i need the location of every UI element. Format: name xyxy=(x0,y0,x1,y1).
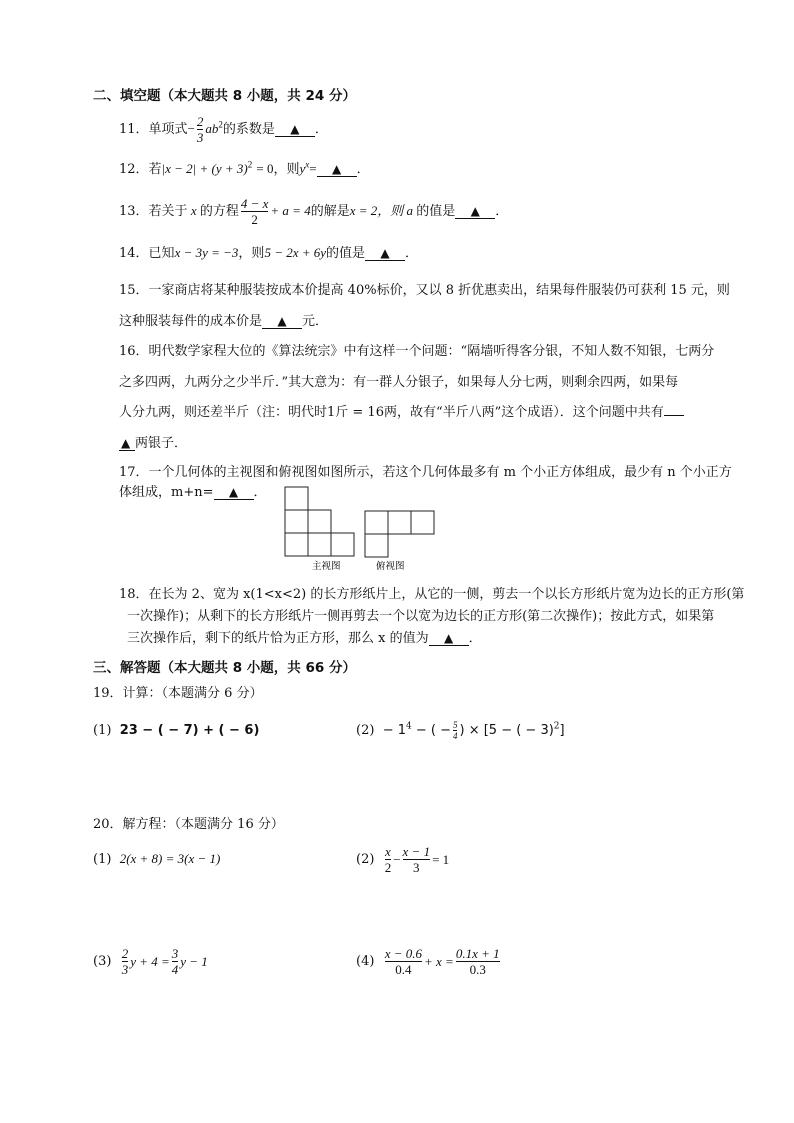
q11-end: ． xyxy=(314,122,328,137)
q20-p3-label: (3) xyxy=(93,954,112,969)
front-view-cell xyxy=(308,510,331,533)
q11-fraction xyxy=(197,114,204,145)
q16-answer-blank[interactable] xyxy=(119,437,135,451)
top-view-caption: 俯视图 xyxy=(376,561,405,572)
q14-text-2: ，则 xyxy=(238,246,265,261)
q20-p2-fraction-1 xyxy=(385,844,392,875)
front-view-figure xyxy=(284,486,356,572)
q19-p2-fraction xyxy=(453,720,458,741)
q19-p2-label: (2) xyxy=(356,723,375,738)
q20-p3-fraction-2 xyxy=(172,946,179,977)
q12-text: 若 xyxy=(148,162,162,177)
q20-p1-expression: 2(x + 8) = 3(x − 1) xyxy=(119,851,221,866)
q15-number: 15． xyxy=(119,283,149,298)
q13-number: 13． xyxy=(119,204,149,219)
q12-end: ． xyxy=(356,162,370,177)
q13-text-6: 的值是 xyxy=(416,204,456,219)
front-view-cell xyxy=(285,533,308,556)
q20-p4-label: (4) xyxy=(356,954,375,969)
q14-blank-mark: ▲ xyxy=(380,246,390,260)
q18-line-3: 三次操作后，剩下的纸片恰为正方形，那么 x 的值为 xyxy=(127,631,429,646)
front-view-cell xyxy=(285,487,308,510)
q17-line-2: 体组成，m+n= xyxy=(119,485,214,500)
q11-text: 单项式 xyxy=(148,122,188,137)
top-view-cell xyxy=(388,511,411,534)
q13-blank-mark: ▲ xyxy=(470,204,480,218)
q16-line-1: 明代数学家程大位的《算法统宗》中有这样一个问题：“隔墙听得客分银，不知人数不知银，七两分 xyxy=(148,344,715,359)
q16-number: 16． xyxy=(119,344,149,359)
q14-expression-2: 5 − 2x + 6y xyxy=(264,245,327,260)
q19-p2-term-d: ] xyxy=(559,723,565,738)
q20-p2-den-2: 3 xyxy=(403,859,431,875)
q17-line-1: 一个几何体的主视图和俯视图如图所示，若这个几何体最多有 m 个小正方体组成，最少有 n 个小正方 xyxy=(148,465,732,480)
q16-line-2: 之多四两，九两分之少半斤．”其大意为：有一群人分银子，如果每人分七两，则剩余四两，如果每 xyxy=(119,375,679,390)
q13-fraction xyxy=(241,196,269,227)
q20-p4-fraction-1 xyxy=(385,946,422,977)
q16-blank-mark: ▲ xyxy=(121,436,131,450)
q19-p2-fraction-den: 4 xyxy=(452,731,458,741)
front-view-cell xyxy=(285,510,308,533)
q11-number: 11． xyxy=(119,122,149,137)
q13-answer-blank[interactable] xyxy=(455,205,495,219)
q11-answer-blank[interactable] xyxy=(275,123,315,137)
q12-equation: = 0，则 xyxy=(256,161,300,176)
top-view-cell xyxy=(411,511,434,534)
q18-line-1: 在长为 2、宽为 x(1<x<2) 的长方形纸片上，从它的一侧，剪去一个以长方形纸片宽为边长的正方形(第 xyxy=(148,587,745,602)
question-17 xyxy=(119,466,732,479)
q20-p3-den-2: 4 xyxy=(171,962,179,977)
q13-text-4: 的解是 xyxy=(310,204,350,219)
q16-line-3: 人分九两，则还差半斤（注：明代时1斤 = 16两，故有“半斤八两”这个成语）．这个问题中共有 xyxy=(119,405,664,420)
q20-p4-num-1: x − 0.6 xyxy=(384,946,422,961)
q20-p3-rhs: y − 1 xyxy=(180,954,208,969)
question-18 xyxy=(119,588,744,601)
q20-p2-label: (2) xyxy=(356,852,375,867)
q19-title: 19．计算：（本题满分 6 分） xyxy=(93,686,263,701)
q20-p2-rhs: = 1 xyxy=(432,852,450,867)
q11-blank-mark: ▲ xyxy=(290,122,300,136)
q20-part-4 xyxy=(356,946,502,977)
top-view-cell xyxy=(365,534,388,557)
q13-fraction-den: 2 xyxy=(241,211,269,227)
q20-p4-den-1: 0.4 xyxy=(385,961,422,977)
q18-end: ． xyxy=(468,631,482,646)
question-16 xyxy=(119,345,714,358)
q20-part-1 xyxy=(93,852,220,866)
q12-number: 12． xyxy=(119,162,149,177)
q15-unit: 元． xyxy=(302,314,329,329)
q18-line-3-wrap xyxy=(127,632,482,646)
q12-expression: $|x - 2| + (y + 3)^2$ xyxy=(161,159,253,176)
front-view-caption: 主视图 xyxy=(312,561,341,572)
q15-line-2-text: 这种服装每件的成本价是 xyxy=(119,314,263,329)
q19-p2-term-c: ) × [5 − ( − 3) xyxy=(459,723,554,738)
q19-p2-term-b: − ( − xyxy=(415,723,451,738)
top-view-figure xyxy=(364,510,436,572)
section-2-heading: 二、填空题（本大题共 8 小题，共 24 分） xyxy=(93,88,356,104)
q20-p2-num-2: x − 1 xyxy=(402,844,431,859)
q19-part-2: $(2) - 1^4$ − ( − $\frac{5}{4}$ ) × [5 − ( − 3)$^2$] xyxy=(356,720,565,741)
q20-p4-fraction-2 xyxy=(456,946,500,977)
q16-answer-blank-start[interactable] xyxy=(664,415,684,416)
q14-answer-blank[interactable] xyxy=(365,247,405,261)
q18-line-2: 一次操作)；从剩下的长方形纸片一侧再剪去一个以宽为边长的正方形(第二次操作)；按此方式，如果第 xyxy=(127,609,715,624)
q20-p2-num-1: x xyxy=(385,844,391,859)
q11-fraction-den: 3 xyxy=(196,130,204,145)
q18-number: 18． xyxy=(119,587,149,602)
q18-blank-mark: ▲ xyxy=(443,631,454,645)
question-15-line-2 xyxy=(119,315,328,329)
q20-title: 20．解方程：（本题满分 16 分） xyxy=(93,817,284,832)
q20-p3-num-2: 3 xyxy=(171,946,179,961)
q19-p2-fraction-num: 5 xyxy=(452,720,458,730)
q14-end: ． xyxy=(405,246,419,261)
question-11: 11．单项式− $\frac{2}{3}$ $ab^2$的系数是 ▲ ． xyxy=(119,114,328,145)
q14-text: 已知 xyxy=(148,246,175,261)
q17-number: 17． xyxy=(119,465,149,480)
q15-blank-mark: ▲ xyxy=(277,314,287,328)
q13-text-2: 的方程 xyxy=(199,204,239,219)
q17-answer-blank[interactable] xyxy=(214,486,254,500)
q13-lhs: + a = 4 xyxy=(270,203,311,218)
q19-p2-term-a: − 1 xyxy=(382,723,406,738)
q20-p3-den-1: 3 xyxy=(121,962,129,977)
q20-p2-operator: − xyxy=(393,852,401,867)
top-view-cell xyxy=(365,511,388,534)
q19-p1-expression: 23 − ( − 7) + ( − 6) xyxy=(119,723,260,738)
question-15 xyxy=(119,284,730,297)
q11-fraction-num: 2 xyxy=(196,114,204,129)
q20-p2-fraction-2 xyxy=(403,844,431,875)
q12-blank-mark: ▲ xyxy=(331,162,342,176)
q12-answer-blank[interactable] xyxy=(317,163,357,177)
q20-p4-num-2: 0.1x + 1 xyxy=(455,946,500,961)
q12-equals: = xyxy=(309,161,317,176)
q20-p3-middle: y + 4 = xyxy=(130,954,170,969)
q20-p2-den-1: 2 xyxy=(384,860,392,875)
q17-blank-mark: ▲ xyxy=(228,485,239,499)
q20-p4-den-2: 0.3 xyxy=(456,961,500,977)
q20-p4-middle: + x = xyxy=(423,954,454,969)
q14-expression-1: x − 3y = −3 xyxy=(174,245,239,260)
q20-p3-num-1: 2 xyxy=(121,946,129,961)
q16-line-3-wrap xyxy=(119,406,684,419)
q13-fraction-num: 4 − x xyxy=(240,196,269,211)
q13-end: ． xyxy=(495,204,509,219)
q20-part-3 xyxy=(93,946,208,977)
question-13: 13．若关于 x 的方程 $\frac{4 - x}{2}$ + a = 4的解是x = 2，则 a 的值是 ▲ ． xyxy=(119,196,509,227)
section-3-heading: 三、解答题（本大题共 8 小题，共 66 分） xyxy=(93,660,356,676)
q14-number: 14． xyxy=(119,246,149,261)
q16-line-4-wrap xyxy=(119,437,187,451)
q13-text-5: x = 2，则 xyxy=(349,203,404,218)
q18-answer-blank[interactable] xyxy=(429,632,469,646)
q19-part-1 xyxy=(93,724,259,737)
question-14 xyxy=(119,246,418,261)
question-12: 12．若$|x - 2| + (y + 3)^2 = 0$，则$y^x=$ ▲ ． xyxy=(119,159,370,177)
q20-part-2 xyxy=(356,844,449,875)
q16-line-4: 两银子． xyxy=(135,436,188,451)
q11-text-2: 的系数是 xyxy=(222,122,275,137)
q20-p3-fraction-1 xyxy=(122,946,129,977)
q19-p1-label: (1) xyxy=(93,723,112,738)
q20-p1-label: (1) xyxy=(93,852,112,867)
q17-end: ． xyxy=(253,485,267,500)
q13-text: 若关于 xyxy=(148,204,188,219)
front-view-cell xyxy=(331,533,354,556)
q17-line-2-wrap xyxy=(119,486,267,500)
q15-line-1: 一家商店将某种服装按成本价提高 40%标价，又以 8 折优惠卖出，结果每件服装仍可获利 15 元，则 xyxy=(148,283,730,298)
front-view-cell xyxy=(308,533,331,556)
q15-answer-blank[interactable] xyxy=(262,315,302,329)
q14-text-3: 的值是 xyxy=(326,246,366,261)
